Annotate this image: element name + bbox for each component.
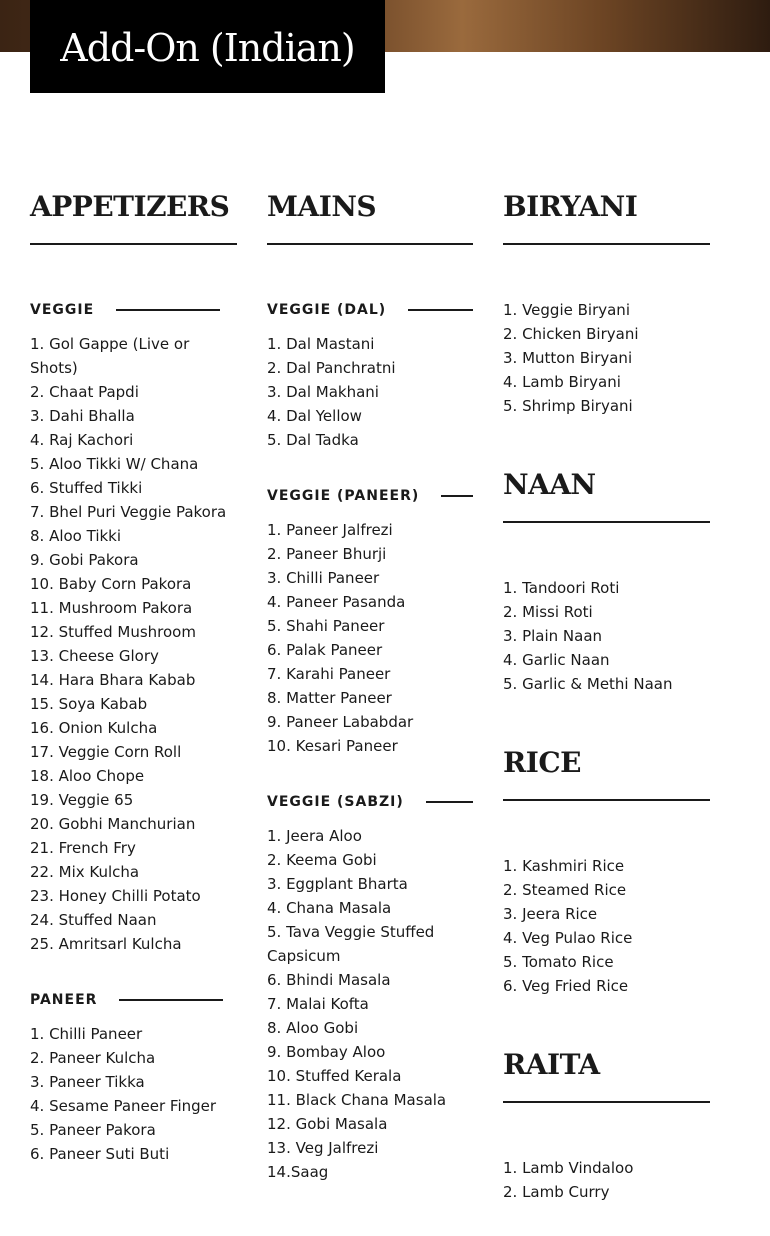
sides-column xyxy=(503,188,710,1236)
menu-item: 1. Veggie Biryani xyxy=(503,301,630,319)
menu-item: 13. Veg Jalfrezi xyxy=(267,1139,379,1157)
menu-item: 1. Chilli Paneer xyxy=(30,1025,143,1043)
menu-item: 2. Paneer Kulcha xyxy=(30,1049,156,1067)
divider xyxy=(426,801,473,803)
menu-item: 21. French Fry xyxy=(30,839,136,857)
menu-item: 5. Dal Tadka xyxy=(267,431,359,449)
menu-item: 12. Gobi Masala xyxy=(267,1115,388,1133)
divider xyxy=(119,999,223,1001)
menu-item: 22. Mix Kulcha xyxy=(30,863,140,881)
menu-item: 19. Veggie 65 xyxy=(30,791,134,809)
menu-item: 1. Paneer Jalfrezi xyxy=(267,521,393,539)
mains-heading: MAINS xyxy=(267,188,473,245)
subheading xyxy=(267,790,473,814)
menu-item: 3. Chilli Paneer xyxy=(267,569,380,587)
menu-item: 9. Paneer Lababdar xyxy=(267,713,414,731)
menu-item: 11. Black Chana Masala xyxy=(267,1091,447,1109)
biryani-section xyxy=(503,188,710,418)
divider xyxy=(408,309,473,311)
menu-item: 14.Saag xyxy=(267,1163,329,1181)
menu-item: 5. Tava Veggie Stuffed Capsicum xyxy=(267,923,435,965)
appetizers-column xyxy=(30,188,237,1198)
menu-item: 6. Veg Fried Rice xyxy=(503,977,629,995)
menu-item: 4. Paneer Pasanda xyxy=(267,593,406,611)
menu-item: 6. Palak Paneer xyxy=(267,641,383,659)
menu-item: 5. Aloo Tikki W/ Chana xyxy=(30,455,199,473)
subheading xyxy=(30,988,237,1012)
menu-item: 4. Sesame Paneer Finger xyxy=(30,1097,217,1115)
subheading xyxy=(267,298,473,322)
menu-item: 15. Soya Kabab xyxy=(30,695,148,713)
menu-item: 3. Plain Naan xyxy=(503,627,603,645)
menu-item: 20. Gobhi Manchurian xyxy=(30,815,196,833)
item-list xyxy=(30,1022,237,1166)
menu-item: 1. Jeera Aloo xyxy=(267,827,362,845)
menu-item: 2. Keema Gobi xyxy=(267,851,377,869)
menu-item: 8. Aloo Tikki xyxy=(30,527,122,545)
menu-item: 1. Gol Gappe (Live or Shots) xyxy=(30,335,190,377)
menu-item: 7. Karahi Paneer xyxy=(267,665,391,683)
menu-item: 14. Hara Bhara Kabab xyxy=(30,671,196,689)
menu-item: 1. Kashmiri Rice xyxy=(503,857,625,875)
page-title: Add-On (Indian) xyxy=(60,25,355,70)
menu-item: 4. Raj Kachori xyxy=(30,431,134,449)
menu-item: 1. Dal Mastani xyxy=(267,335,375,353)
subheading xyxy=(267,484,473,508)
menu-item: 4. Chana Masala xyxy=(267,899,392,917)
raita-heading: RAITA xyxy=(503,1046,710,1103)
rice-section xyxy=(503,744,710,998)
veggie-dal-group xyxy=(267,298,473,452)
paneer-appetizers-group xyxy=(30,988,237,1166)
menu-item: 12. Stuffed Mushroom xyxy=(30,623,196,641)
menu-item: 10. Baby Corn Pakora xyxy=(30,575,192,593)
menu-item: 2. Paneer Bhurji xyxy=(267,545,387,563)
menu-item: 7. Bhel Puri Veggie Pakora xyxy=(30,503,227,521)
naan-section xyxy=(503,466,710,696)
menu-item: 1. Tandoori Roti xyxy=(503,579,620,597)
menu-item: 2. Chaat Papdi xyxy=(30,383,139,401)
menu-item: 11. Mushroom Pakora xyxy=(30,599,193,617)
rice-heading: RICE xyxy=(503,744,710,801)
item-list xyxy=(30,332,237,956)
menu-item: 2. Chicken Biryani xyxy=(503,325,639,343)
menu-item: 24. Stuffed Naan xyxy=(30,911,157,929)
menu-item: 3. Eggplant Bharta xyxy=(267,875,408,893)
menu-item: 3. Dahi Bhalla xyxy=(30,407,135,425)
item-list xyxy=(503,298,710,418)
biryani-heading: BIRYANI xyxy=(503,188,710,245)
menu-item: 4. Dal Yellow xyxy=(267,407,362,425)
veggie-label: VEGGIE xyxy=(30,302,95,318)
naan-heading: NAAN xyxy=(503,466,710,523)
menu-item: 17. Veggie Corn Roll xyxy=(30,743,182,761)
veggie-sabzi-label: VEGGIE (SABZI) xyxy=(267,794,404,810)
menu-item: 16. Onion Kulcha xyxy=(30,719,158,737)
menu-item: 8. Matter Paneer xyxy=(267,689,392,707)
menu-item: 8. Aloo Gobi xyxy=(267,1019,359,1037)
paneer-label: PANEER xyxy=(30,992,98,1008)
veggie-sabzi-group xyxy=(267,790,473,1184)
title-box xyxy=(30,0,385,93)
menu-item: 5. Shahi Paneer xyxy=(267,617,385,635)
subheading xyxy=(30,298,237,322)
menu-item: 5. Tomato Rice xyxy=(503,953,614,971)
menu-item: 6. Bhindi Masala xyxy=(267,971,391,989)
menu-item: 4. Lamb Biryani xyxy=(503,373,621,391)
menu-item: 4. Veg Pulao Rice xyxy=(503,929,633,947)
item-list xyxy=(503,1156,710,1204)
appetizers-heading: APPETIZERS xyxy=(30,188,237,245)
menu-item: 25. Amritsarl Kulcha xyxy=(30,935,182,953)
menu-item: 3. Mutton Biryani xyxy=(503,349,633,367)
veggie-appetizers-group xyxy=(30,298,237,956)
menu-item: 10. Kesari Paneer xyxy=(267,737,398,755)
menu-item: 3. Dal Makhani xyxy=(267,383,379,401)
menu-item: 2. Lamb Curry xyxy=(503,1183,610,1201)
menu-item: 13. Cheese Glory xyxy=(30,647,159,665)
menu-item: 9. Bombay Aloo xyxy=(267,1043,386,1061)
menu-item: 23. Honey Chilli Potato xyxy=(30,887,201,905)
veggie-paneer-group xyxy=(267,484,473,758)
menu-item: 3. Jeera Rice xyxy=(503,905,598,923)
item-list xyxy=(503,576,710,696)
menu-item: 18. Aloo Chope xyxy=(30,767,145,785)
menu-item: 3. Paneer Tikka xyxy=(30,1073,145,1091)
item-list xyxy=(503,854,710,998)
divider xyxy=(441,495,473,497)
menu-item: 6. Paneer Suti Buti xyxy=(30,1145,170,1163)
divider xyxy=(116,309,220,311)
menu-item: 6. Stuffed Tikki xyxy=(30,479,143,497)
menu-item: 2. Steamed Rice xyxy=(503,881,627,899)
veggie-dal-label: VEGGIE (DAL) xyxy=(267,302,387,318)
menu-item: 2. Missi Roti xyxy=(503,603,593,621)
item-list xyxy=(267,824,473,1184)
menu-item: 9. Gobi Pakora xyxy=(30,551,139,569)
menu-item: 1. Lamb Vindaloo xyxy=(503,1159,634,1177)
item-list xyxy=(267,332,473,452)
mains-column xyxy=(267,188,473,1216)
item-list xyxy=(267,518,473,758)
menu-item: 5. Paneer Pakora xyxy=(30,1121,156,1139)
menu-item: 5. Shrimp Biryani xyxy=(503,397,633,415)
menu-item: 7. Malai Kofta xyxy=(267,995,369,1013)
menu-item: 10. Stuffed Kerala xyxy=(267,1067,402,1085)
menu-item: 5. Garlic & Methi Naan xyxy=(503,675,673,693)
veggie-paneer-label: VEGGIE (PANEER) xyxy=(267,488,420,504)
raita-section xyxy=(503,1046,710,1204)
menu-item: 2. Dal Panchratni xyxy=(267,359,396,377)
menu-item: 4. Garlic Naan xyxy=(503,651,610,669)
